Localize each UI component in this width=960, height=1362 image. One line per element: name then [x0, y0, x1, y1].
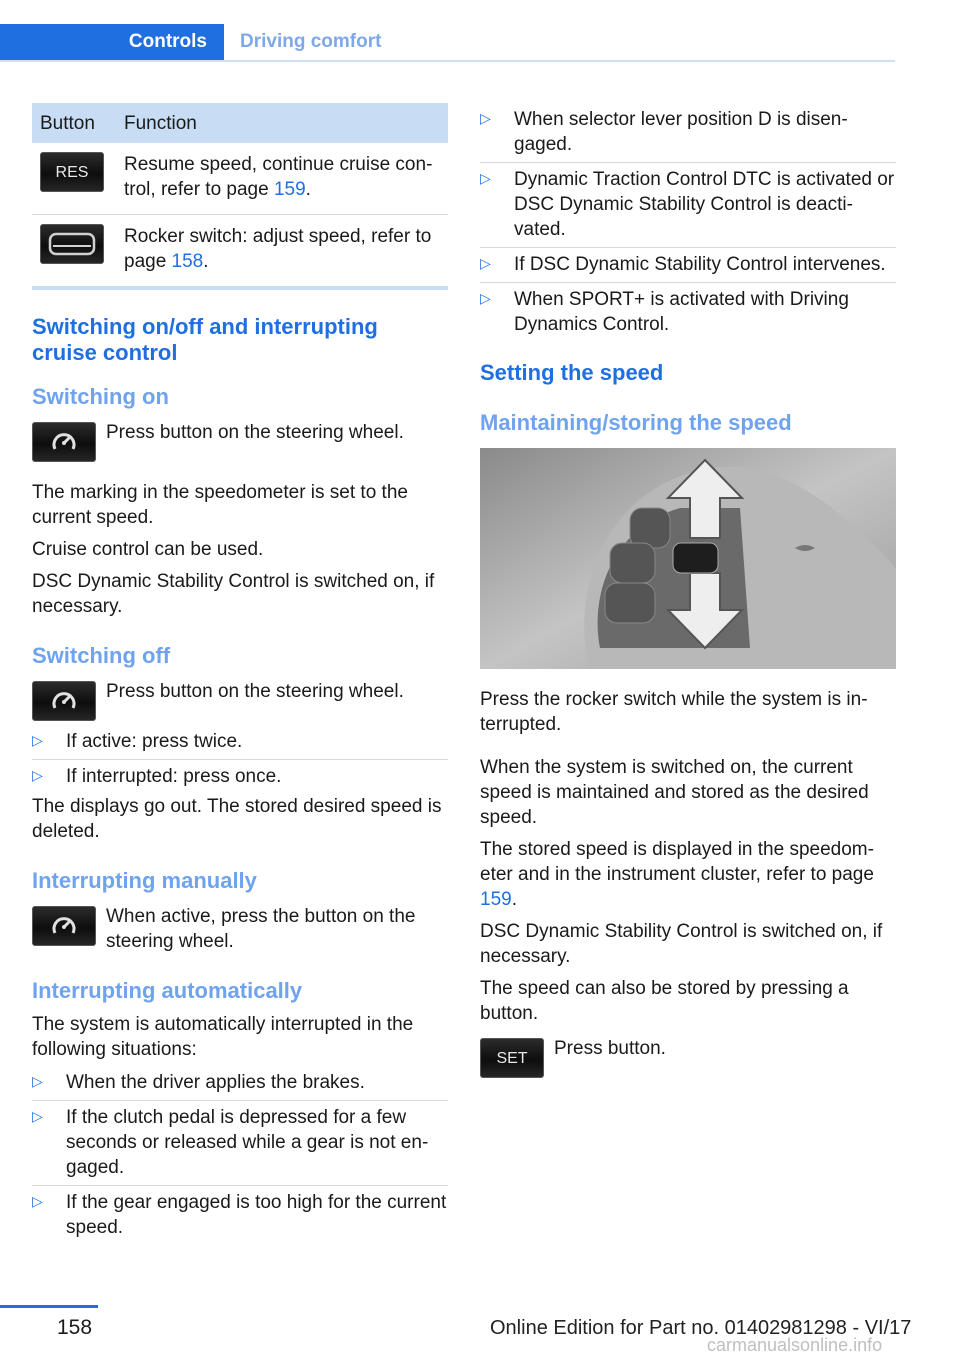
row-text: Rocker switch: adjust speed, refer to page [124, 226, 432, 272]
paragraph: DSC Dynamic Stability Control is switched on, if necessary. [32, 571, 435, 617]
rocker-switch-glyph [47, 231, 97, 257]
paragraph: The stored speed is displayed in the speedometer and in the instrument cluster, refer to page 159. [480, 839, 874, 910]
triangle-bullet-icon: ▷ [32, 1108, 43, 1124]
paragraph: The marking in the speedometer is set to the current speed. [32, 482, 408, 528]
table-row: Rocker switch: adjust speed, refer to page 158. [32, 215, 448, 289]
tab-driving-comfort[interactable]: Driving comfort [240, 31, 382, 52]
triangle-bullet-icon: ▷ [480, 290, 491, 306]
watermark: carmanualsonline.info [707, 1335, 883, 1355]
button-function-table [32, 103, 448, 290]
auto-interrupt-list [32, 1066, 448, 1245]
steering-wheel-photo [480, 448, 896, 669]
triangle-bullet-icon: ▷ [32, 732, 43, 748]
heading-switching-off: Switching off [32, 643, 171, 668]
tab-controls[interactable]: Controls [0, 24, 224, 60]
header-divider [0, 60, 895, 62]
list-item: ▷ If DSC Dynamic Stability Control intervenes. [480, 248, 896, 283]
table-row: RES Resume speed, continue cruise control, refer to page 159. [32, 143, 448, 215]
edition-note: Online Edition for Part no. 01402981298 - VI/17 [490, 1317, 912, 1339]
triangle-bullet-icon: ▷ [480, 255, 491, 271]
cruise-control-button-icon [32, 422, 96, 462]
list-item: ▷ Dynamic Traction Control DTC is activated or DSC Dynamic Stability Control is deactivated. [480, 163, 896, 248]
switching-off-instruction: Press button on the steering wheel. [106, 681, 404, 702]
paragraph: When the system is switched on, the current speed is maintained and stored as the desired speed. [480, 757, 869, 828]
paragraph: The displays go out. The stored desired speed is deleted. [32, 796, 442, 842]
list-item: ▷ When selector lever position D is disengaged. [480, 103, 896, 163]
list-item: ▷ When SPORT+ is activated with Driving Dynamics Control. [480, 283, 896, 342]
triangle-bullet-icon: ▷ [32, 1193, 43, 1209]
cruise-control-button-icon [32, 906, 96, 946]
row-text: Resume speed, continue cruise control, refer to page [124, 154, 433, 200]
auto-interrupt-list-continued [480, 103, 896, 342]
switching-on-instruction: Press button on the steering wheel. [106, 422, 404, 443]
page-number: 158 [57, 1316, 93, 1339]
list-item: ▷ If the clutch pedal is depressed for a few seconds or released while a gear is not engaged. [32, 1101, 448, 1186]
right-column [480, 103, 896, 1078]
heading-switching-on: Switching on [32, 384, 169, 409]
paragraph: Cruise control can be used. [32, 539, 264, 560]
paragraph: The speed can also be stored by pressing a button. [480, 978, 849, 1024]
left-column [32, 103, 448, 1245]
page-link-158[interactable]: 158 [171, 251, 204, 272]
paragraph: Press the rocker switch while the system is interrupted. [480, 689, 868, 735]
table-header-function: Function [116, 103, 448, 143]
heading-setting-speed: Setting the speed [480, 360, 664, 385]
paragraph: DSC Dynamic Stability Control is switched on, if necessary. [480, 921, 883, 967]
switch-off-list [32, 725, 448, 794]
footer-accent-line [0, 1305, 98, 1308]
heading-maintaining-speed: Maintaining/storing the speed [480, 410, 792, 435]
paragraph: The system is automatically interrupted in the following situations: [32, 1014, 414, 1060]
triangle-bullet-icon: ▷ [480, 170, 491, 186]
header-tabs [0, 24, 895, 62]
heading-interrupting-manually: Interrupting manually [32, 868, 257, 893]
list-item: ▷ When the driver applies the brakes. [32, 1066, 448, 1101]
set-instruction: Press button. [554, 1038, 666, 1059]
list-item: ▷ If active: press twice. [32, 725, 448, 760]
cruise-control-button-icon [32, 681, 96, 721]
heading-interrupting-automatically: Interrupting automatically [32, 978, 303, 1003]
triangle-bullet-icon: ▷ [32, 767, 43, 783]
page-link-159[interactable]: 159 [273, 179, 306, 200]
triangle-bullet-icon: ▷ [32, 1073, 43, 1089]
list-item: ▷ If the gear engaged is too high for the current speed. [32, 1186, 448, 1245]
triangle-bullet-icon: ▷ [480, 110, 491, 126]
interrupt-manual-instruction: When active, press the button on the steering wheel. [106, 906, 416, 952]
page-link-159[interactable]: 159 [480, 889, 512, 910]
heading-switching: Switching on/off and interrupting cruise control [32, 314, 378, 365]
list-item: ▷ If interrupted: press once. [32, 760, 448, 794]
res-button-icon: RES [40, 152, 104, 192]
table-header-row [32, 103, 448, 143]
rocker-switch-icon [40, 224, 104, 264]
set-button-icon: SET [480, 1038, 544, 1078]
table-header-button: Button [32, 103, 116, 143]
